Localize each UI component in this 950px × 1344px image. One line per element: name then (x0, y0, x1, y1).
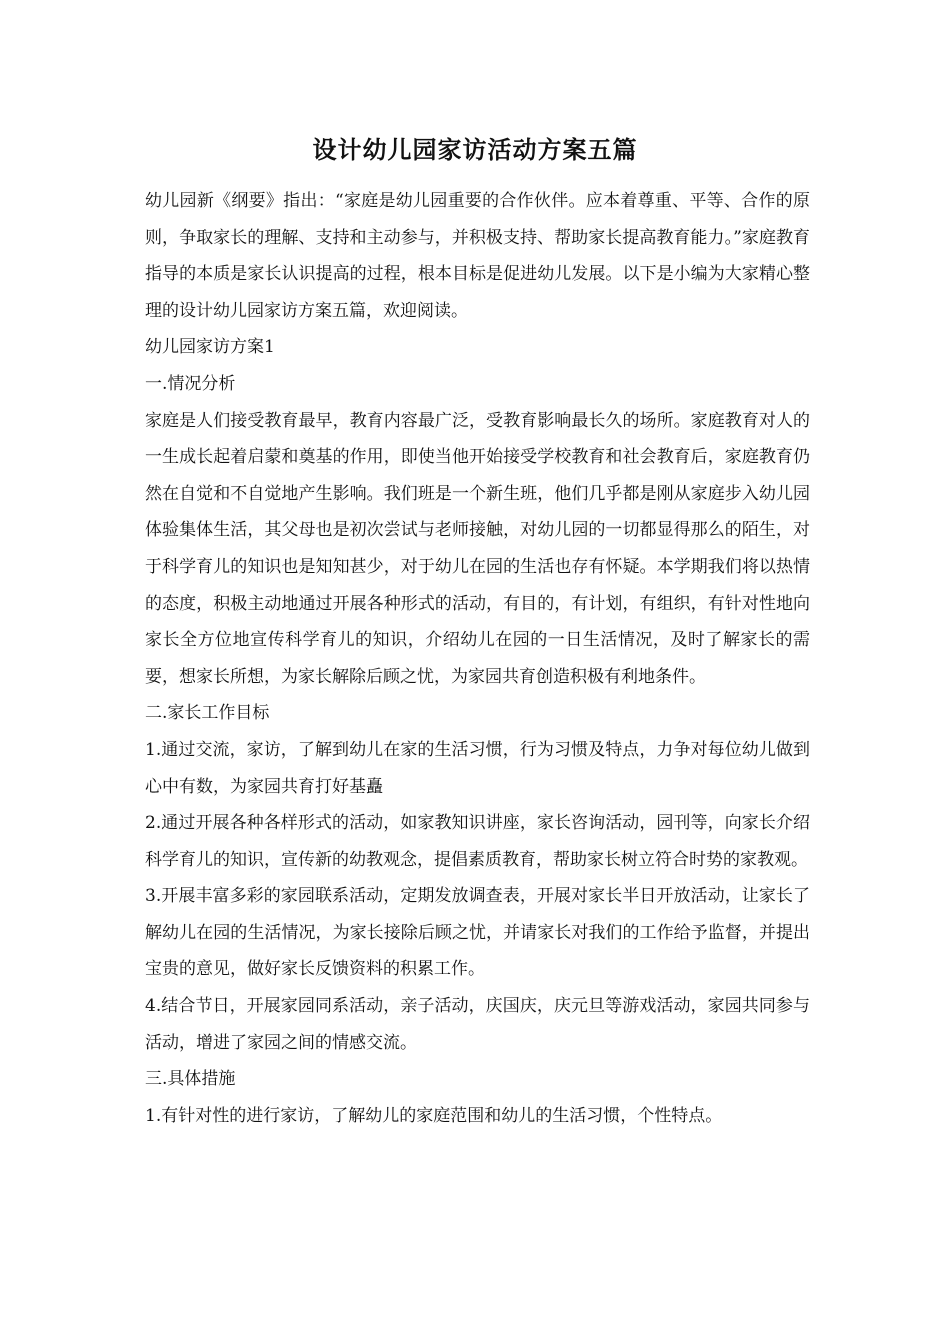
section-heading-specific-measures: 三.具体措施 (145, 1069, 236, 1090)
plan-title: 幼儿园家访方案1 (145, 337, 275, 358)
goal-item-2: 2.通过开展各种各样形式的活动，如家教知识讲座，家长咨询活动，园刊等，向家长介绍科学育儿的知识，宣传新的幼教观念，提倡素质教育，帮助家长树立符合时势的家教观。 (145, 813, 810, 870)
goal-item-1: 1.通过交流，家访，了解到幼儿在家的生活习惯，行为习惯及特点，力争对每位幼儿做到心中有数，为家园共育打好基矗 (145, 739, 810, 797)
section-heading-parent-work-goals: 二.家长工作目标 (145, 703, 270, 724)
section-heading-situation-analysis: 一.情况分析 (145, 373, 236, 394)
goal-item-4: 4.结合节日，开展家园同系活动，亲子活动，庆国庆，庆元旦等游戏活动，家园共同参与活动，增进了家园之间的情感交流。 (145, 996, 810, 1053)
goal-item-3: 3.开展丰富多彩的家园联系活动，定期发放调查表，开展对家长半日开放活动，让家长了解幼儿在园的生活情况，为家长接除后顾之忧，并请家长对我们的工作给予监督，并提出宝贵的意见，做好家长反馈资料的积累工作。 (145, 886, 810, 980)
measure-item-1: 1.有针对性的进行家访，了解幼儿的家庭范围和幼儿的生活习惯，个性特点。 (145, 1105, 723, 1126)
intro-paragraph: 幼儿园新《纲要》指出：“家庭是幼儿园重要的合作伙伴。应本着尊重、平等、合作的原则，争取家长的理解、支持和主动参与，并积极支持、帮助家长提高教育能力。”家庭教育指导的本质是家长认识提高的过程，根本目标是促进幼儿发展。以下是小编为大家精心整理的设计幼儿园家访方案五篇，欢迎阅读。 (145, 191, 810, 321)
document-title: 设计幼儿园家访活动方案五篇 (312, 135, 638, 164)
situation-analysis-paragraph: 家庭是人们接受教育最早，教育内容最广泛，受教育影响最长久的场所。家庭教育对人的一生成长起着启蒙和奠基的作用，即使当他开始接受学校教育和社会教育后，家庭教育仍然在自觉和不自觉地产生影响。我们班是一个新生班，他们几乎都是刚从家庭步入幼儿园体验集体生活，其父母也是初次尝试与老师接触，对幼儿园的一切都显得那么的陌生，对于科学育儿的知识也是知知甚少，对于幼儿在园的生活也存有怀疑。本学期我们将以热情的态度，积极主动地通过开展各种形式的活动，有目的，有计划，有组织，有针对性地向家长全方位地宣传科学育儿的知识，介绍幼儿在园的一日生活情况，及时了解家长的需要，想家长所想，为家长解除后顾之忧，为家园共育创造积极有利地条件。 (145, 410, 810, 687)
